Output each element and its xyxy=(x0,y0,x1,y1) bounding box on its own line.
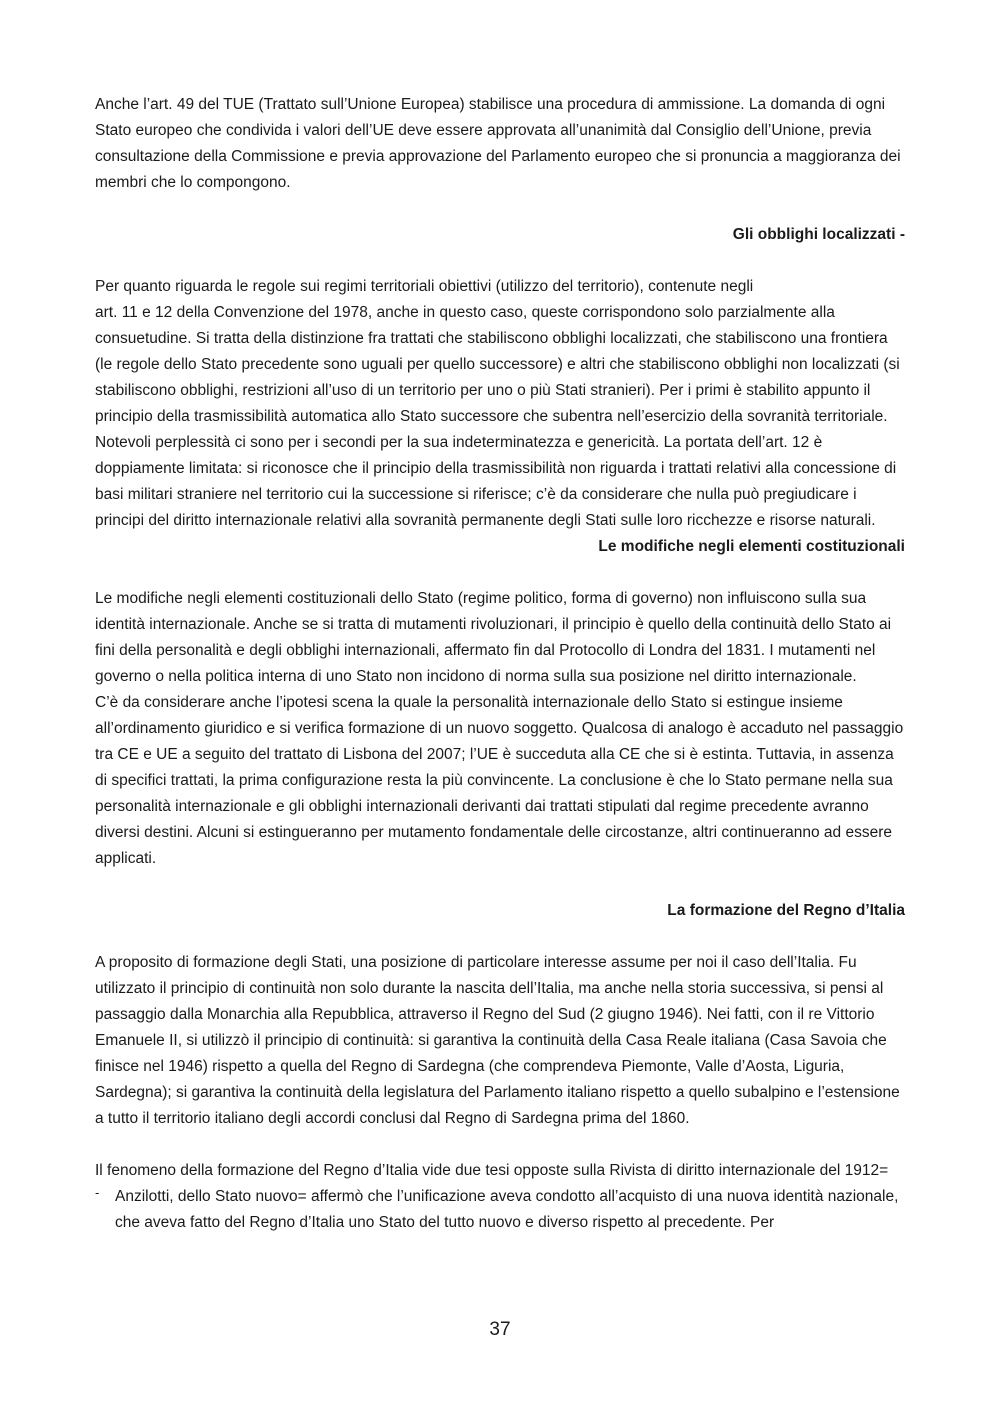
spacer xyxy=(95,560,905,586)
spacer xyxy=(95,872,905,898)
spacer xyxy=(95,248,905,274)
list-item xyxy=(95,1184,905,1236)
paragraph-due-tesi: Il fenomeno della formazione del Regno d’Italia vide due tesi opposte sulla Rivista di diritto internazionale del 1912= xyxy=(95,1162,889,1179)
spacer xyxy=(95,196,905,222)
paragraph-formazione-stati: A proposito di formazione degli Stati, una posizione di particolare interesse assume per noi il caso dell’Italia. Fu utilizzato il principio di continuità non solo durante la nascita dell’Italia, ma anche nella storia successiva, si pensi al passaggio dalla Monarchia alla Repubblica, attraverso il Regno del Sud (2 giugno 1946). Nei fatti, con il re Vittorio Emanuele II, si utilizzò il principio di continuità: si garantiva la continuità della Casa Reale italiana (Casa Savoia che finisce nel 1946) rispetto a quella del Regno di Sardegna (che comprendeva Piemonte, Valle d’Aosta, Liguria, Sardegna); si garantiva la continuità della legislatura del Parlamento italiano rispetto a quello subalpino e l’estensione a tutto il territorio italiano degli accordi conclusi dal Regno di Sardegna prima del 1860. xyxy=(95,954,900,1127)
paragraph-regimi-territoriali-line-1: Per quanto riguarda le regole sui regimi territoriali obiettivi (utilizzo del territorio), contenute negli xyxy=(95,278,754,295)
spacer xyxy=(95,924,905,950)
paragraph-regimi-territoriali: art. 11 e 12 della Convenzione del 1978, anche in questo caso, queste corrispondono solo parzialmente alla consuetudine. Si tratta della distinzione fra trattati che stabiliscono obblighi localizzati, che stabiliscono una frontiera (le regole dello Stato precedente sono uguali per quello successore) e altri che stabiliscono obblighi non localizzati (si stabiliscono obblighi, restrizioni all’uso di un territorio per uno o più Stati stranieri). Per i primi è stabilito appunto il principio della trasmissibilità automatica allo Stato successore che subentra nell’esercizio della sovranità territoriale. Notevoli perplessità ci sono per i secondi per la sua indeterminatezza e genericità. La portata dell’art. 12 è doppiamente limitata: si riconosce che il principio della trasmissibilità non riguarda i trattati relativi alla concessione di basi militari straniere nel territorio cui la successione si riferisce; c’è da considerare che nulla può pregiudicare i principi del diritto internazionale relativi alla sovranità permanente degli Stati sulle loro ricchezze e risorse naturali. xyxy=(95,304,900,529)
paragraph-estinzione-personalita: C’è da considerare anche l’ipotesi scena la quale la personalità internazionale dello Stato si estingue insieme all’ordinamento giuridico e si verifica formazione di un nuovo soggetto. Qualcosa di analogo è accaduto nel passaggio tra CE e UE a seguito del trattato di Lisbona del 2007; l’UE è succeduta alla CE che si è estinta. Tuttavia, in assenza di specifici trattati, la prima configurazione resta la più convincente. La conclusione è che lo Stato permane nella sua personalità internazionale e gli obblighi internazionali derivanti dai trattati stipulati dal regime precedente avranno diversi destini. Alcuni si estingueranno per mutamento fondamentale delle circostanze, altri continueranno ad essere applicati. xyxy=(95,694,904,867)
thesis-list xyxy=(95,1184,905,1236)
paragraph-tue-art-49: Anche l’art. 49 del TUE (Trattato sull’Unione Europea) stabilisce una procedura di ammissione. La domanda di ogni Stato europeo che condivida i valori dell’UE deve essere approvata all’unanimità dal Consiglio dell’Unione, previa consultazione della Commissione e previa approvazione del Parlamento europeo che si pronuncia a maggioranza dei membri che lo compongono. xyxy=(95,96,901,191)
list-item-text: Anzilotti, dello Stato nuovo= affermò che l’unificazione aveva condotto all’acquisto di una nuova identità nazionale, che aveva fatto del Regno d’Italia uno Stato del tutto nuovo e diverso rispetto al precedente. Per xyxy=(115,1188,899,1231)
spacer xyxy=(95,1132,905,1158)
section-heading-regno-italia: La formazione del Regno d’Italia xyxy=(667,902,905,919)
section-heading-modifiche-costituzionali: Le modifiche negli elementi costituzionali xyxy=(598,538,905,555)
paragraph-modifiche-costituzionali: Le modifiche negli elementi costituzionali dello Stato (regime politico, forma di governo) non influiscono sulla sua identità internazionale. Anche se si tratta di mutamenti rivoluzionari, il principio è quello della continuità dello Stato ai fini della personalità e degli obblighi internazionali, affermato fin dal Protocollo di Londra del 1831. I mutamenti nel governo o nella politica interna di uno Stato non incidono di norma sulla sua posizione nel diritto internazionale. xyxy=(95,590,892,685)
section-heading-obblighi-localizzati: Gli obblighi localizzati - xyxy=(732,226,905,243)
dash-bullet: - xyxy=(95,1185,100,1200)
page-content xyxy=(95,92,905,1236)
page-number: 37 xyxy=(489,1319,511,1340)
